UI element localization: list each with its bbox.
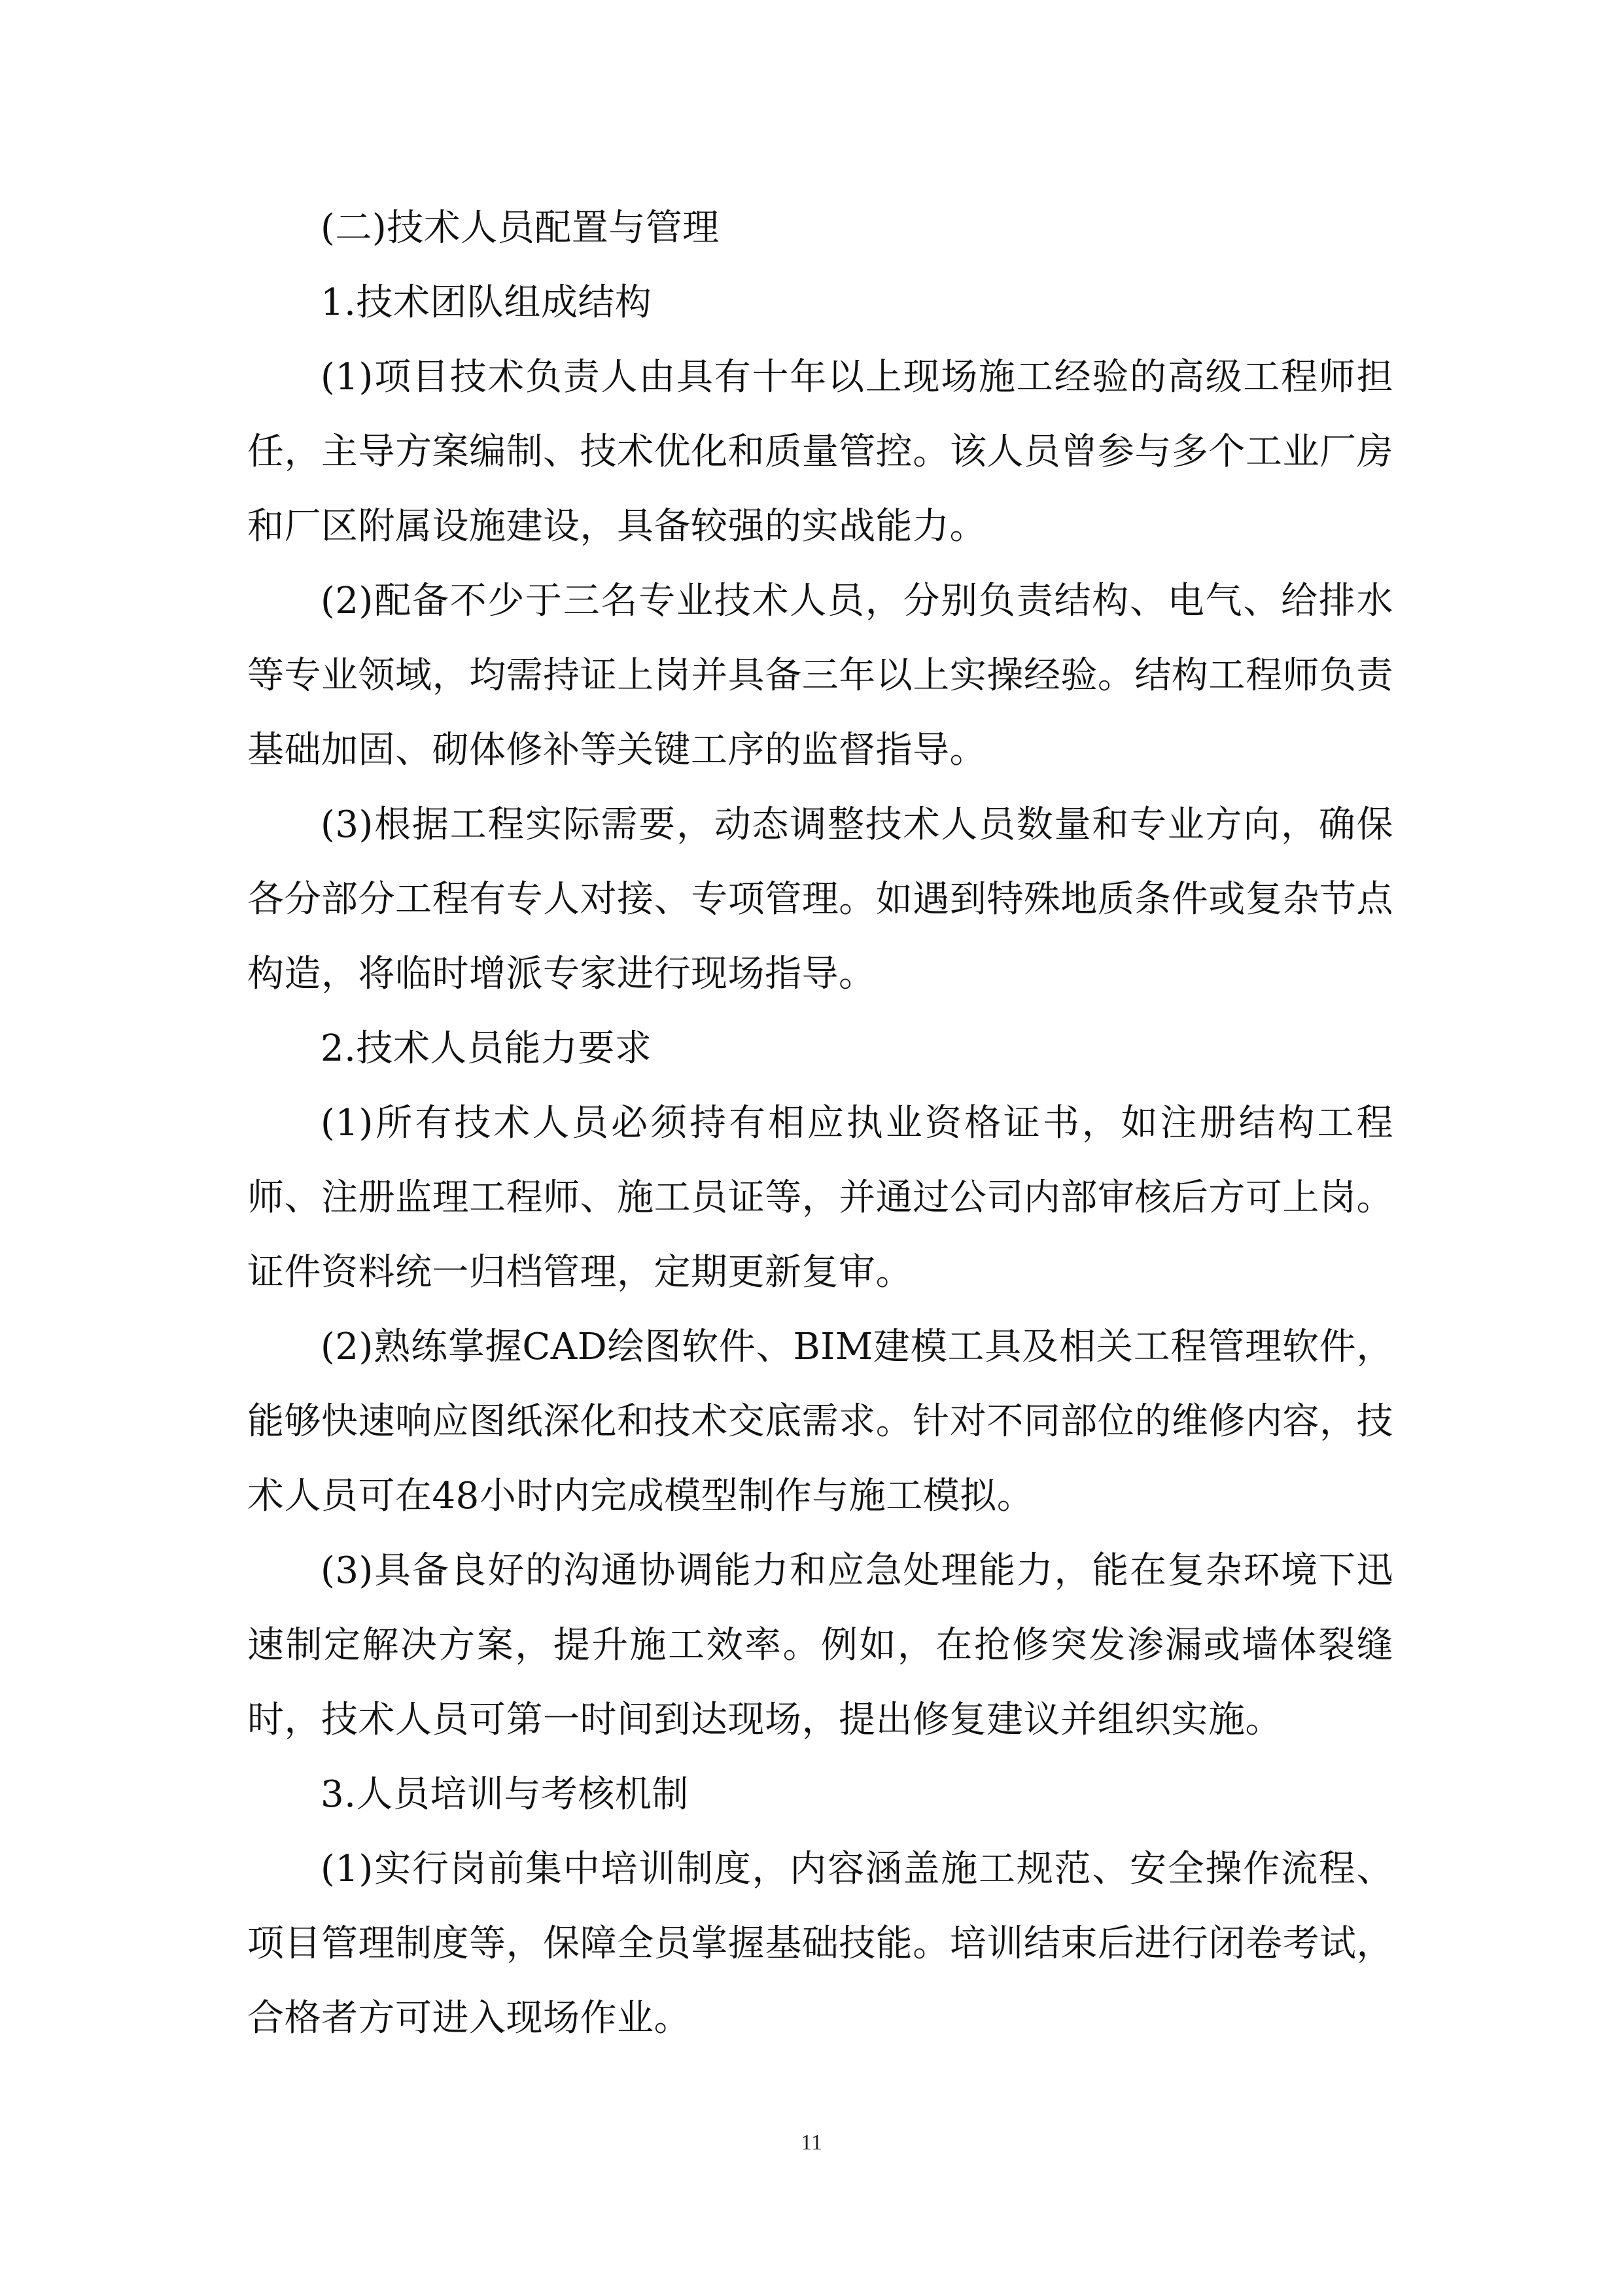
- paragraph-software-skills: (2)熟练掌握CAD绘图软件、BIM建模工具及相关工程管理软件，能够快速响应图纸深化和技术交底需求。针对不同部位的维修内容，技术人员可在48小时内完成模型制作与施工模拟。: [247, 1326, 1393, 1517]
- paragraph-qualification-certificates: (1)所有技术人员必须持有相应执业资格证书，如注册结构工程师、注册监理工程师、施工员证等，并通过公司内部审核后方可上岗。证件资料统一归档管理，定期更新复审。: [247, 1102, 1393, 1294]
- paragraph-specialist-staff: (2)配备不少于三名专业技术人员，分别负责结构、电气、给排水等专业领域，均需持证上岗并具备三年以上实操经验。结构工程师负责基础加固、砌体修补等关键工序的监督指导。: [247, 580, 1393, 771]
- paragraph-technical-lead: (1)项目技术负责人由具有十年以上现场施工经验的高级工程师担任，主导方案编制、技术优化和质量管控。该人员曾参与多个工业厂房和厂区附属设施建设，具备较强的实战能力。: [247, 356, 1393, 548]
- subsection-title-team-structure: 1.技术团队组成结构: [321, 281, 652, 324]
- subsection-title-training-assessment: 3.人员培训与考核机制: [321, 1773, 689, 1816]
- page-number: 11: [801, 2130, 822, 2155]
- paragraph-communication-emergency: (3)具备良好的沟通协调能力和应急处理能力，能在复杂环境下迅速制定解决方案，提升施工效率。例如，在抢修突发渗漏或墙体裂缝时，技术人员可第一时间到达现场，提出修复建议并组织实施。: [247, 1549, 1393, 1741]
- paragraph-dynamic-adjustment: (3)根据工程实际需要，动态调整技术人员数量和专业方向，确保各分部分工程有专人对接、专项管理。如遇到特殊地质条件或复杂节点构造，将临时增派专家进行现场指导。: [247, 804, 1393, 995]
- subsection-title-capability-requirements: 2.技术人员能力要求: [321, 1027, 652, 1070]
- section-heading: (二)技术人员配置与管理: [321, 207, 720, 249]
- paragraph-pre-job-training: (1)实行岗前集中培训制度，内容涵盖施工规范、安全操作流程、项目管理制度等，保障全员掌握基础技能。培训结束后进行闭卷考试，合格者方可进入现场作业。: [247, 1848, 1393, 2040]
- page-content: [247, 191, 1393, 2056]
